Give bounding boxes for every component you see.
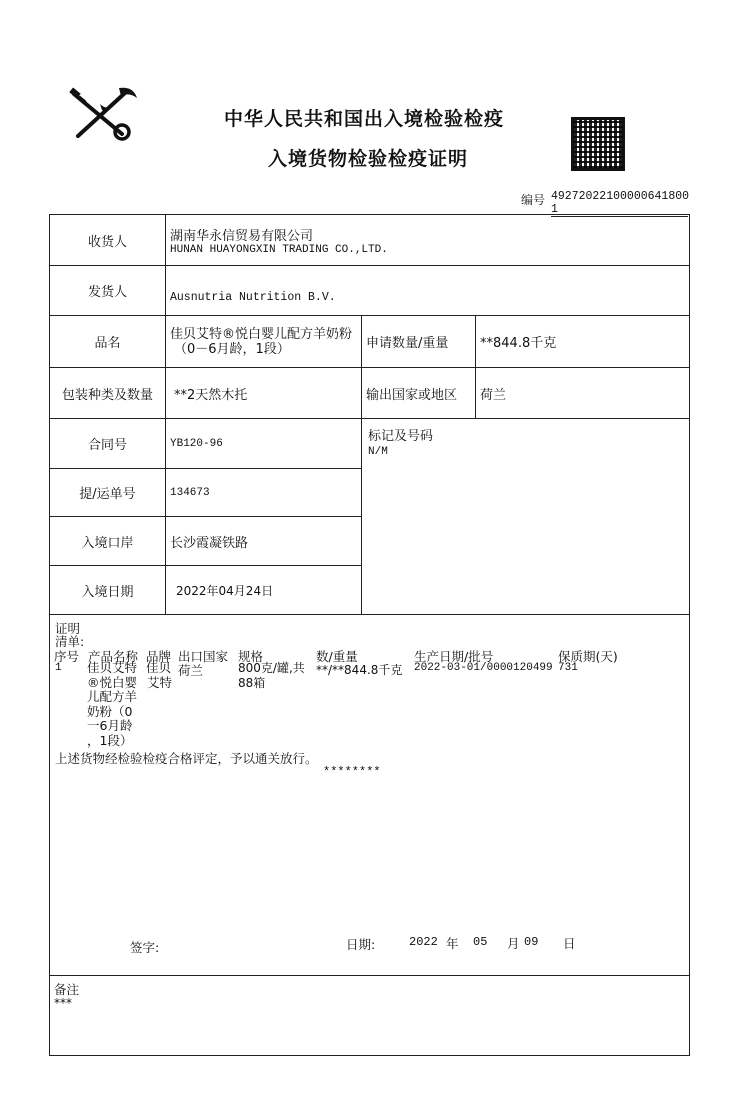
bill-of-lading-label: 提/运单号 <box>50 469 166 517</box>
row-product-name: 佳贝艾特 ®悦白婴 儿配方羊 奶粉（0 一6月龄 ，1段） <box>87 660 138 748</box>
product-name-label: 品名 <box>50 316 166 368</box>
row-country: 荷兰 <box>178 663 204 678</box>
row-spec: 800克/罐,共 88箱 <box>238 661 305 690</box>
row-shelf-life: 731 <box>558 662 578 674</box>
row-brand: 佳贝 艾特 <box>146 660 173 690</box>
consignee-label: 收货人 <box>50 215 166 266</box>
marks-value: N/M <box>368 446 388 458</box>
row-batch: 2022-03-01/0000120499 <box>414 662 553 674</box>
quantity-label: 申请数量/重量 <box>362 316 476 368</box>
marks-cell <box>362 419 690 615</box>
col-shelf-life: 保质期(天) <box>558 649 618 664</box>
col-quantity: 数/重量 <box>316 649 358 664</box>
remarks-label: 备注 <box>54 982 80 997</box>
date-year: 2022 <box>409 935 438 949</box>
product-name-value: 佳贝艾特®悦白婴儿配方羊奶粉 （0－6月龄，1段） <box>166 316 362 368</box>
date-label: 日期: <box>346 937 376 952</box>
document-subtitle: 入境货物检验检疫证明 <box>268 148 469 170</box>
package-value: **2天然木托 <box>166 368 362 419</box>
package-label: 包装种类及数量 <box>50 368 166 419</box>
contract-label: 合同号 <box>50 419 166 469</box>
conclusion-text: 上述货物经检验检疫合格评定，予以通关放行。 <box>55 751 318 766</box>
marks-label: 标记及号码 <box>368 429 434 444</box>
consignor-label: 发货人 <box>50 266 166 316</box>
origin-label: 输出国家或地区 <box>362 368 476 419</box>
origin-value: 荷兰 <box>476 368 690 419</box>
date-day-unit: 日 <box>563 936 576 951</box>
remarks-cell <box>50 976 690 1056</box>
col-index: 序号 <box>54 649 80 664</box>
date-month: 05 <box>473 935 488 949</box>
stars-line: ******** <box>323 765 381 779</box>
goods-info-table <box>49 214 690 1056</box>
date-day: 09 <box>524 935 539 949</box>
entry-date-label: 入境日期 <box>50 566 166 615</box>
col-brand: 品牌 <box>146 649 172 664</box>
consignor-value: Ausnutria Nutrition B.V. <box>166 266 690 316</box>
date-year-unit: 年 <box>446 936 459 951</box>
document-title: 中华人民共和国出入境检验检疫 <box>224 108 505 130</box>
bill-of-lading-value: 134673 <box>166 469 362 517</box>
qr-code-icon <box>571 117 625 171</box>
row-index: 1 <box>55 662 62 674</box>
row-quantity: **/**844.8千克 <box>316 663 403 677</box>
signature-label: 签字: <box>130 940 160 955</box>
date-month-unit: 月 <box>507 936 520 951</box>
remarks-value: *** <box>54 996 72 1010</box>
certificate-heading: 证明 <box>55 621 81 636</box>
consignee-value: 湖南华永信贸易有限公司 HUNAN HUAYONGXIN TRADING CO.,LTD. <box>166 215 690 266</box>
contract-value: YB120-96 <box>166 419 362 469</box>
quantity-value: **844.8千克 <box>476 316 690 368</box>
col-product-name: 产品名称 <box>88 649 139 664</box>
entry-port-value: 长沙霞凝铁路 <box>166 517 362 566</box>
inspection-emblem-icon <box>64 84 144 144</box>
col-spec: 规格 <box>238 649 264 664</box>
list-label: 清单: <box>55 634 85 649</box>
col-export-country: 出口国家 <box>178 649 229 664</box>
serial-number: 49272022100000641800​1 <box>551 190 690 216</box>
entry-date-value: 2022年04月24日 <box>166 566 362 615</box>
serial-label: 编号 <box>521 193 546 207</box>
entry-port-label: 入境口岸 <box>50 517 166 566</box>
col-batch: 生产日期/批号 <box>414 649 494 664</box>
